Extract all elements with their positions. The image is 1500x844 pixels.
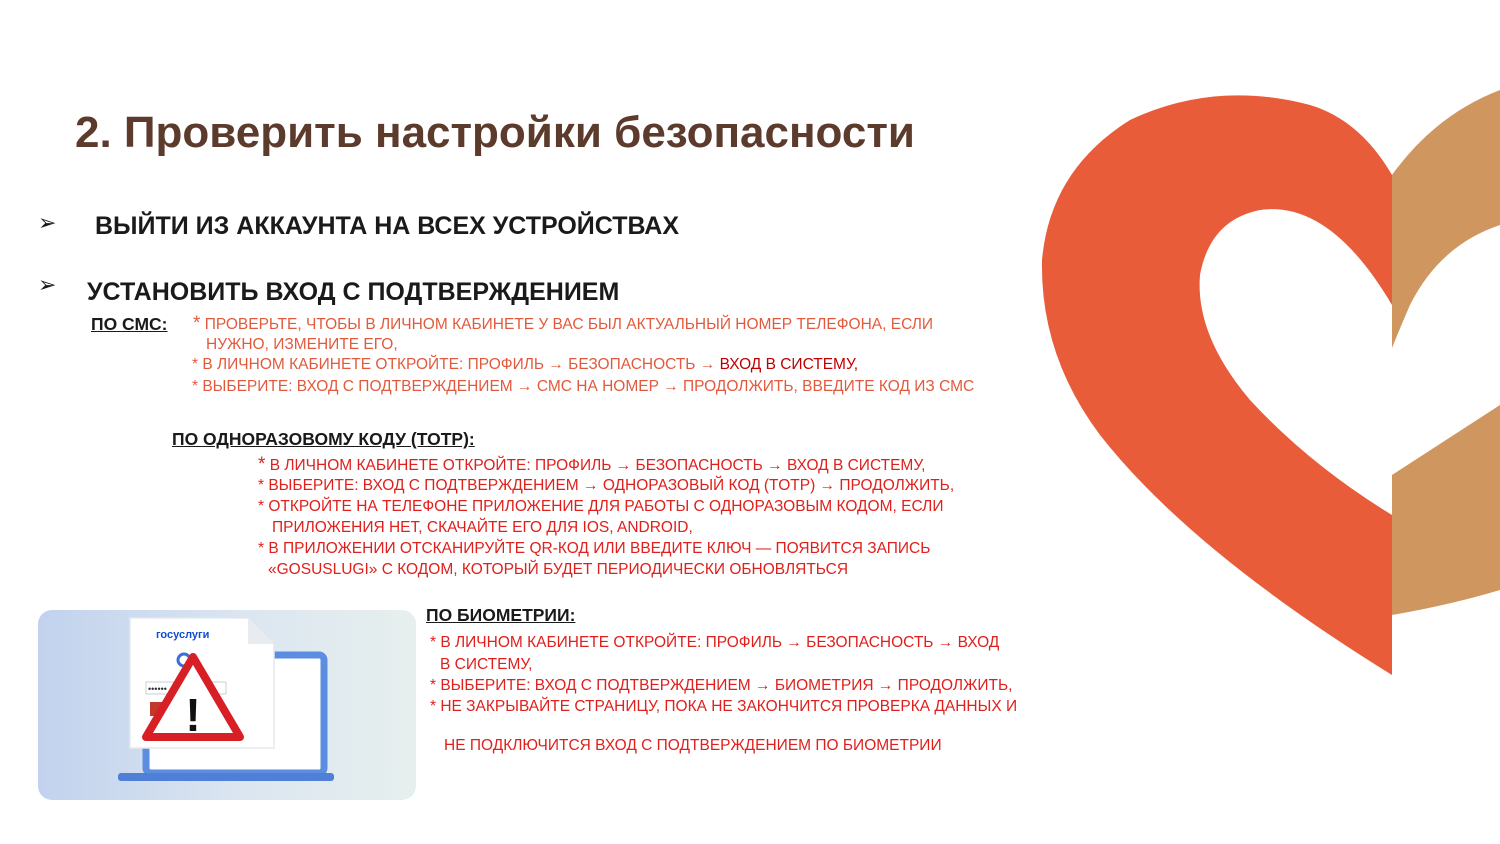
totp-step-3: * ОТКРОЙТЕ НА ТЕЛЕФОНЕ ПРИЛОЖЕНИЕ ДЛЯ РАБОТЫ С ОДНОРАЗОВЫМ КОДОМ, ЕСЛИ bbox=[258, 498, 944, 515]
bullet-logout-all: ВЫЙТИ ИЗ АККАУНТА НА ВСЕХ УСТРОЙСТВАХ bbox=[95, 212, 679, 240]
totp-step-1 bbox=[258, 454, 925, 476]
gosuslugi-logo: госуслуги bbox=[156, 629, 210, 641]
sms-step-2 bbox=[192, 356, 858, 374]
heart-logo-icon bbox=[1040, 80, 1500, 680]
sms-star: * bbox=[193, 313, 201, 334]
bio-step-1: * В ЛИЧНОМ КАБИНЕТЕ ОТКРОЙТЕ: ПРОФИЛЬ → БЕЗОПАСНОСТЬ → ВХОД bbox=[430, 634, 1000, 651]
sms-step-3: * ВЫБЕРИТЕ: ВХОД С ПОДТВЕРЖДЕНИЕМ → СМС НА НОМЕР → ПРОДОЛЖИТЬ, ВВЕДИТЕ КОД ИЗ СМС bbox=[192, 378, 975, 395]
heart-right-lower bbox=[1392, 405, 1500, 615]
totp-step-2: * ВЫБЕРИТЕ: ВХОД С ПОДТВЕРЖДЕНИЕМ → ОДНОРАЗОВЫЙ КОД (TOTP) → ПРОДОЛЖИТЬ, bbox=[258, 477, 955, 494]
bio-step-1-cont: В СИСТЕМУ, bbox=[440, 656, 533, 673]
bullet-two-factor: УСТАНОВИТЬ ВХОД С ПОДТВЕРЖДЕНИЕМ bbox=[87, 278, 620, 306]
totp-step-1-text: В ЛИЧНОМ КАБИНЕТЕ ОТКРОЙТЕ: ПРОФИЛЬ → БЕЗОПАСНОСТЬ → ВХОД В СИСТЕМУ, bbox=[265, 457, 926, 474]
totp-step-3-cont: ПРИЛОЖЕНИЯ НЕТ, СКАЧАЙТЕ ЕГО ДЛЯ IOS, ANDROID, bbox=[272, 519, 693, 536]
heart-right-upper bbox=[1392, 90, 1500, 348]
sms-step-2-text: * В ЛИЧНОМ КАБИНЕТЕ ОТКРОЙТЕ: ПРОФИЛЬ → БЕЗОПАСНОСТЬ → bbox=[192, 356, 720, 373]
totp-step-4: * В ПРИЛОЖЕНИИ ОТСКАНИРУЙТЕ QR-КОД ИЛИ ВВЕДИТЕ КЛЮЧ — ПОЯВИТСЯ ЗАПИСЬ bbox=[258, 540, 931, 557]
bio-step-2: * ВЫБЕРИТЕ: ВХОД С ПОДТВЕРЖДЕНИЕМ → БИОМЕТРИЯ → ПРОДОЛЖИТЬ, bbox=[430, 677, 1013, 694]
security-warning-illustration bbox=[38, 610, 416, 800]
slide-title: 2. Проверить настройки безопасности bbox=[75, 108, 915, 157]
laptop-warning-icon bbox=[38, 610, 416, 800]
totp-star: * bbox=[258, 454, 266, 475]
arrow-bullet-icon: ➢ bbox=[38, 272, 57, 297]
totp-heading: ПО ОДНОРАЗОВОМУ КОДУ (TOTP): bbox=[172, 429, 475, 449]
sms-step-1-cont: НУЖНО, ИЗМЕНИТЕ ЕГО, bbox=[206, 336, 398, 353]
bio-step-3: * НЕ ЗАКРЫВАЙТЕ СТРАНИЦУ, ПОКА НЕ ЗАКОНЧИТСЯ ПРОВЕРКА ДАННЫХ И bbox=[430, 698, 1018, 715]
exclamation-mark: ! bbox=[185, 689, 201, 741]
bio-step-3-cont: НЕ ПОДКЛЮЧИТСЯ ВХОД С ПОДТВЕРЖДЕНИЕМ ПО БИОМЕТРИИ bbox=[444, 737, 942, 754]
arrow-bullet-icon: ➢ bbox=[38, 210, 57, 235]
sms-heading: ПО СМС: bbox=[91, 314, 168, 334]
totp-step-4-cont: «GOSUSLUGI» С КОДОМ, КОТОРЫЙ БУДЕТ ПЕРИОДИЧЕСКИ ОБНОВЛЯТЬСЯ bbox=[268, 561, 849, 578]
sms-step-1-text: ПРОВЕРЬТЕ, ЧТОБЫ В ЛИЧНОМ КАБИНЕТЕ У ВАС БЫЛ АКТУАЛЬНЫЙ НОМЕР ТЕЛЕФОНА, ЕСЛИ bbox=[204, 316, 934, 333]
sms-step-1 bbox=[193, 313, 933, 335]
password-mask: •••••• bbox=[148, 684, 167, 694]
laptop-base bbox=[118, 773, 334, 781]
sms-step-2-highlight: ВХОД В СИСТЕМУ, bbox=[719, 356, 859, 373]
bio-heading: ПО БИОМЕТРИИ: bbox=[426, 605, 576, 625]
heart-left bbox=[1042, 95, 1392, 675]
